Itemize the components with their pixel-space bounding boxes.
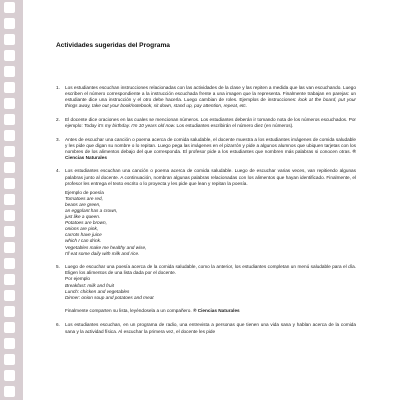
item-examples: Today it's my birthday. I'm 10 years old now. — [84, 122, 176, 128]
item-text: Antes de escuchar una canción o poema acerca de comida saludable, el docente muestra a los estudiantes imágenes de comida saludable y les pide que digan su nombre o lo repitan. Luego pega las imágenes en el pizarrón y pide a algunos alumnos que ubiquen tarjetas con los nombres de los alimentos debajo del que corresponda. El profesor pide a los estudiantes que nombren más palabras si conocen otras. — [65, 136, 356, 154]
item-text: El docente dice oraciones en las cuales se mencionan números. Los estudiantes deberán ir tomando nota de los números escuchados. Por ejemplo: — [65, 116, 356, 128]
activity-item — [56, 137, 356, 161]
item-text: Los estudiantes escuchan, en un programa de radio, una entrevista a personas que tienen una vida sana y hablan acerca de la comida sana y la actividad física. Al escuchar la primera vez, el docente les pide — [65, 322, 356, 334]
item-number: 3. — [56, 136, 60, 142]
item-number: 5. — [56, 264, 60, 270]
binder-hole — [4, 18, 15, 29]
activity-item — [56, 264, 356, 301]
binder-hole — [4, 34, 15, 45]
binder-hole — [4, 354, 15, 365]
menu-line: Lunch: chicken and vegetables — [65, 288, 130, 294]
item-text: Los estudiantes escuchan instrucciones relacionadas con las actividades de la clase y las repiten a medida que las van escuchando. Luego escriben el número correspondiente a la instrucción escuchada frente a una imagen que la representa. Finalmente trabajan en parejas: un estudiante dice una instrucción y el otro debe hacerla. Luego cambian de roles. Ejemplos de instrucciones: — [65, 85, 356, 103]
poem-line: just like a queen. — [65, 214, 101, 220]
poem-line: Vegetables make me healthy and wise, — [65, 244, 147, 250]
binder-hole — [4, 338, 15, 349]
binder-hole — [4, 258, 15, 269]
closing-paragraph — [65, 308, 356, 314]
poem-line: beans are green, — [65, 201, 101, 207]
activity-item — [56, 322, 356, 334]
item-text: Los estudiantes escuchan una canción o poema acerca de comida saludable. Luego de escuchar varias veces, van repitiendo algunas palabras junto al docente. A continuación, nombran algunas palabras relacionadas con los alimentos que hayan identificado. Finalmente, el profesor les entrega el texto escrito o lo proyecta y les pide que lean y repitan la poesía. — [65, 168, 356, 186]
binder-hole — [4, 194, 15, 205]
poem-line: I'll eat some daily with milk and rice. — [65, 250, 140, 256]
poem-line: Potatoes are brown, — [65, 220, 107, 226]
item-number: 2. — [56, 116, 60, 122]
activity-item — [56, 117, 356, 129]
poem-block — [65, 190, 356, 257]
item-examples: look at the board, put your things away, take out your book/notebook, sit down, stand up, pay attention, repeat, etc. — [65, 97, 356, 109]
binder-hole — [4, 130, 15, 141]
binder-hole — [4, 274, 15, 285]
poem-line: Tomatoes are red, — [65, 195, 103, 201]
binder-hole — [4, 50, 15, 61]
menu-line: Dinner: onion soup and potatoes and meat — [65, 294, 154, 300]
poem-line: carrots have juice — [65, 232, 102, 238]
binder-hole — [4, 290, 15, 301]
menu-line: Breakfast: milk and fruit — [65, 282, 114, 288]
binder-hole — [4, 322, 15, 333]
binder-hole — [4, 114, 15, 125]
binder-hole — [4, 82, 15, 93]
document-page — [56, 42, 356, 342]
poem-line: which I can drink. — [65, 238, 102, 244]
item-text: Luego de escuchar una poesía acerca de la comida saludable, como la anterior, los estudiantes completan un menú saludable para el día. Eligen los alimentos de una lista dada por el docente. — [65, 264, 356, 276]
binder-hole — [4, 2, 15, 13]
page-title: Actividades sugeridas del Programa — [56, 42, 170, 49]
binder-hole — [4, 178, 15, 189]
menu-block — [65, 276, 356, 300]
activity-item — [56, 168, 356, 256]
binder-hole — [4, 146, 15, 157]
binder-hole — [4, 98, 15, 109]
item-number: 6. — [56, 322, 60, 328]
example-label: Por ejemplo — [65, 276, 91, 282]
binder-hole — [4, 226, 15, 237]
poem-line: an eggplant has a crown, — [65, 208, 118, 213]
binder-strip — [0, 0, 23, 400]
binder-hole — [4, 66, 15, 77]
activity-item — [56, 85, 356, 109]
closing-text: Finalmente comparten su lista, leyéndosela a un compañero. — [65, 308, 192, 314]
item-number: 4. — [56, 168, 60, 174]
binder-hole — [4, 370, 15, 381]
poem-title: Ejemplo de poesía — [65, 189, 104, 195]
item-text: Los estudiantes escribirán el número diez (en números). — [176, 122, 294, 128]
binder-hole — [4, 242, 15, 253]
subject-tag: ® Ciencias Naturales — [192, 308, 240, 314]
subject-tag: ® Ciencias Naturales — [65, 148, 356, 160]
binder-hole — [4, 306, 15, 317]
binder-hole — [4, 386, 15, 397]
binder-hole — [4, 162, 15, 173]
binder-hole — [4, 210, 15, 221]
poem-line: onions are pink, — [65, 226, 99, 232]
item-number: 1. — [56, 85, 60, 90]
